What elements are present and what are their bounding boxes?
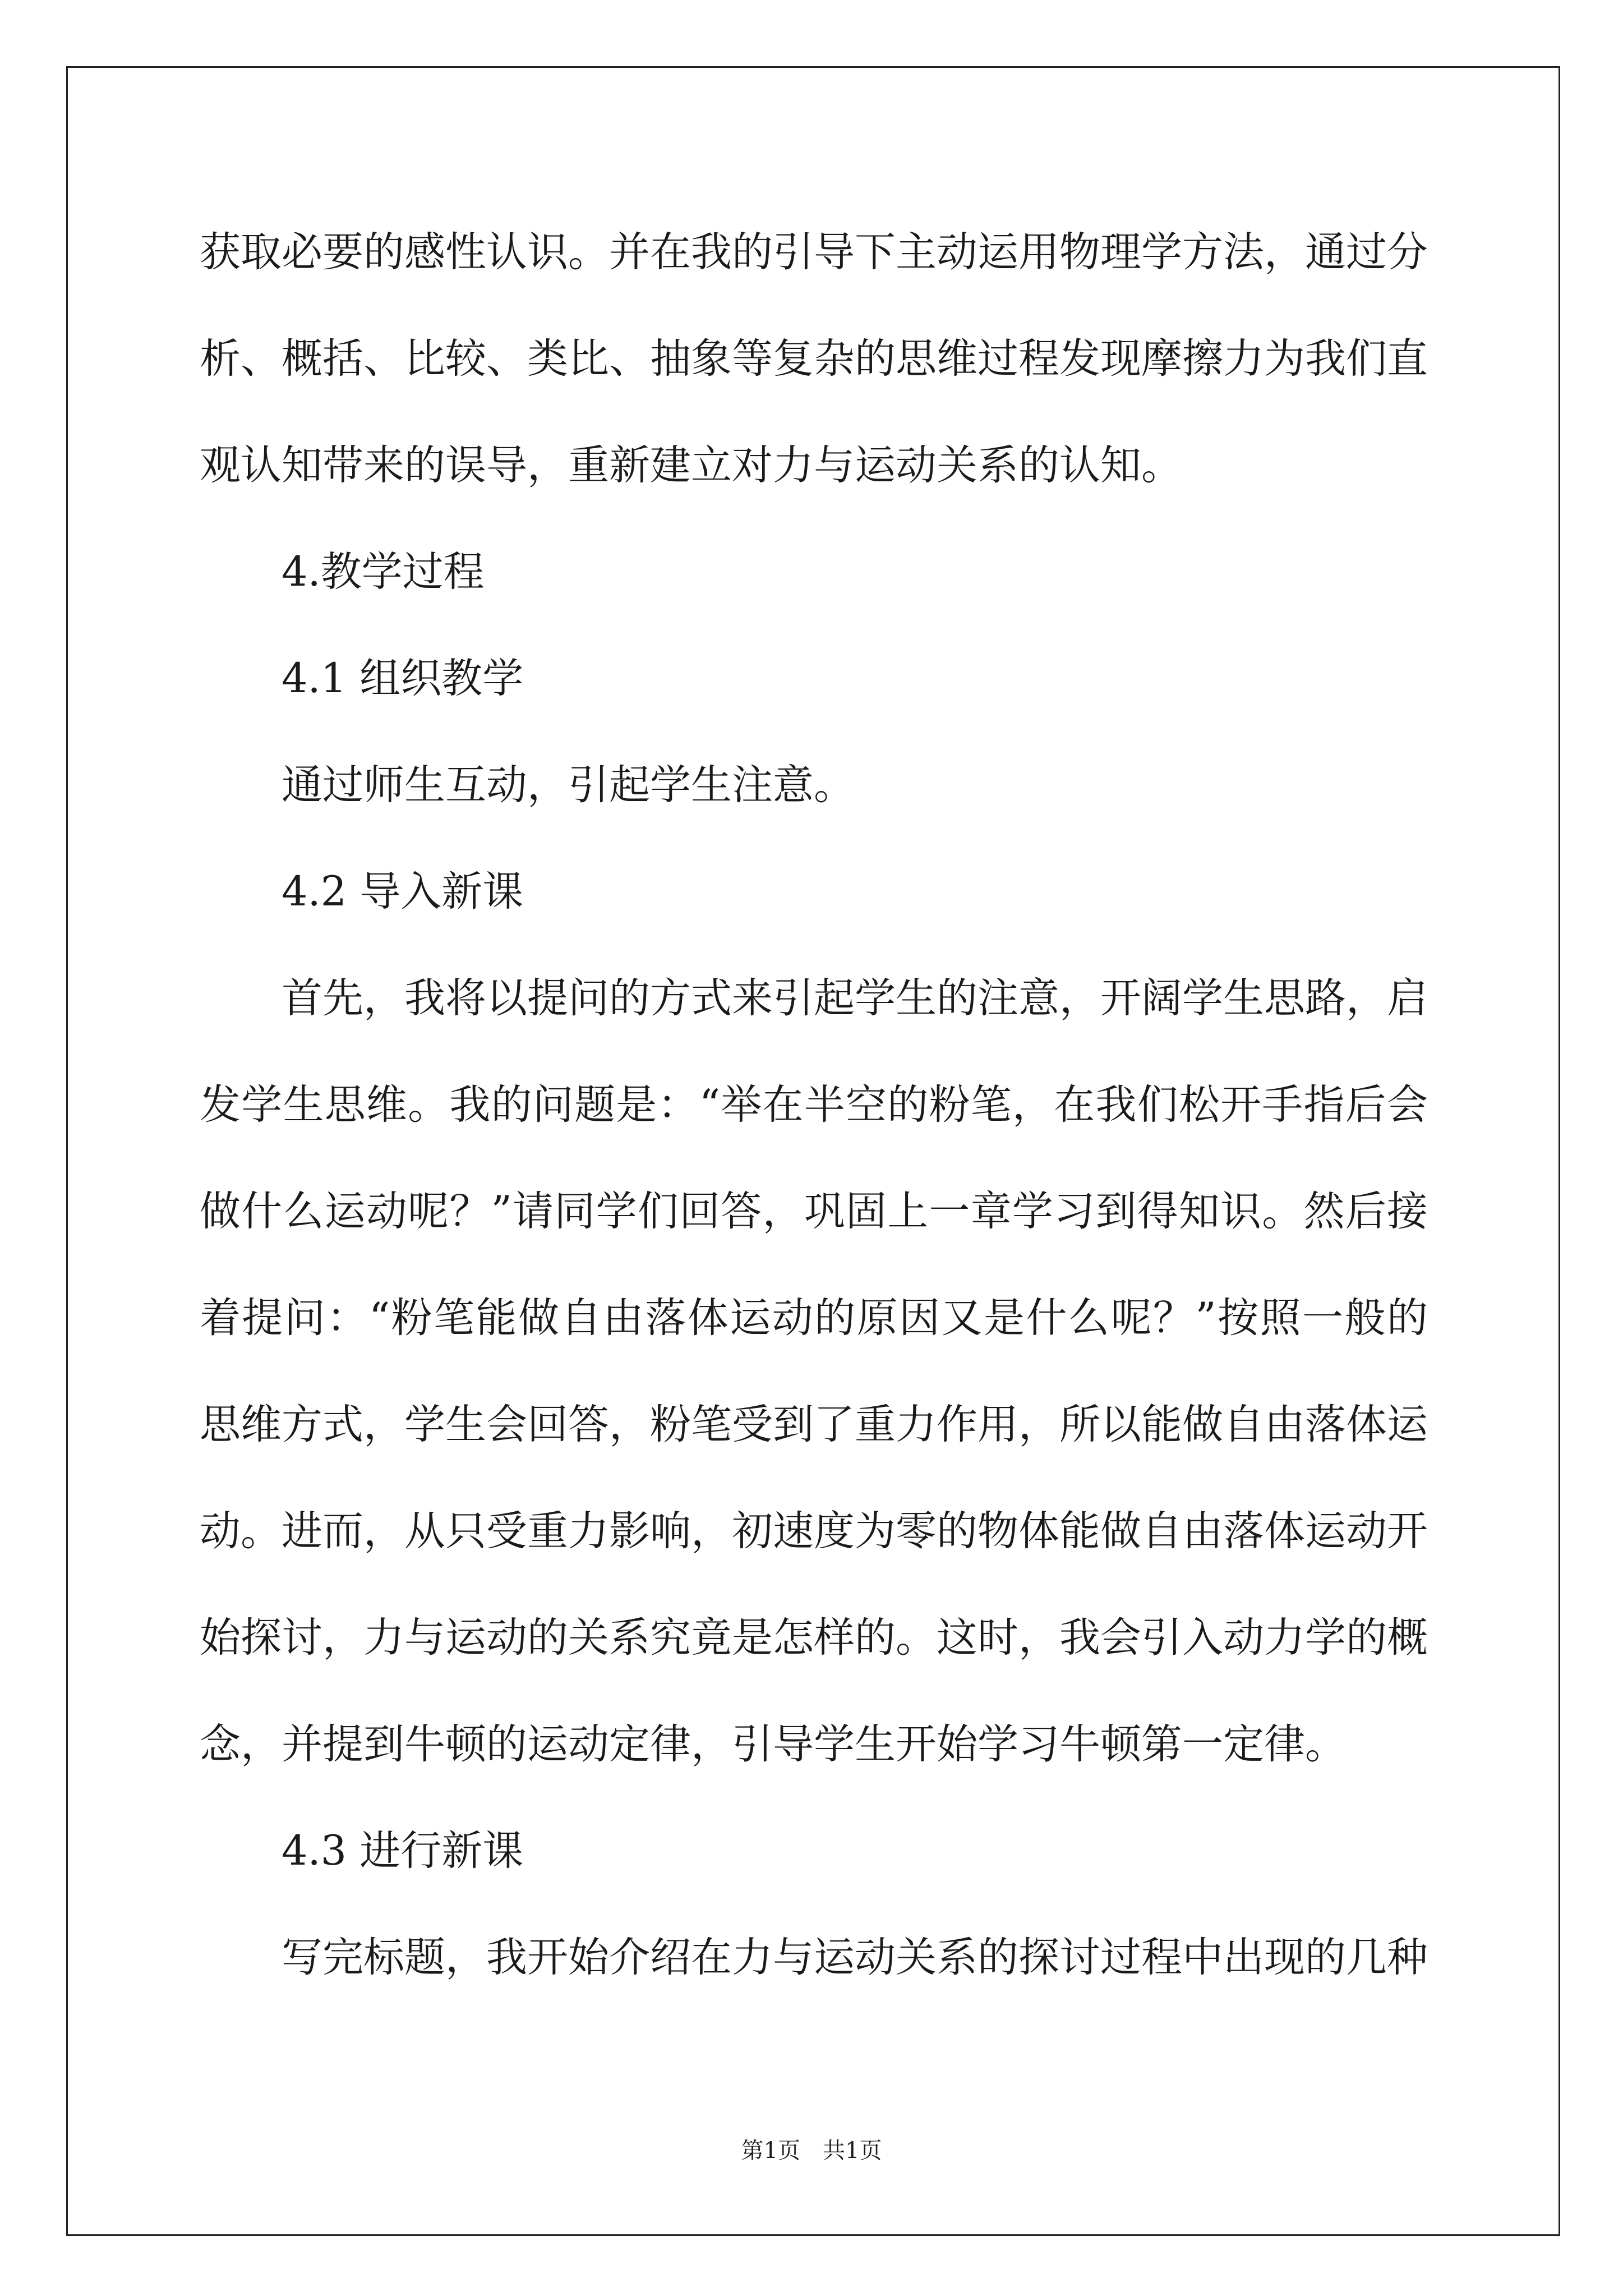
section-heading: 4.教学过程 (282, 548, 485, 596)
paragraph-line: 通过师生互动，引起学生注意。 (282, 761, 855, 809)
paragraph-line: 做什么运动呢？”请同学们回答，巩固上一章学习到得知识。然后接 (200, 1188, 1428, 1235)
paragraph-line: 念，并提到牛顿的运动定律，引导学生开始学习牛顿第一定律。 (200, 1720, 1346, 1768)
paragraph-line: 析、概括、比较、类比、抽象等复杂的思维过程发现摩擦力为我们直 (200, 335, 1428, 383)
subsection-heading: 4.2 导入新课 (282, 868, 524, 915)
paragraph-line: 思维方式，学生会回答，粉笔受到了重力作用，所以能做自由落体运 (200, 1401, 1428, 1448)
paragraph-line: 发学生思维。我的问题是：“举在半空的粉笔，在我们松开手指后会 (200, 1081, 1428, 1129)
paragraph-line: 首先，我将以提问的方式来引起学生的注意，开阔学生思路，启 (282, 974, 1428, 1022)
paragraph-line: 始探讨，力与运动的关系究竟是怎样的。这时，我会引入动力学的概 (200, 1614, 1428, 1662)
page-number-footer: 第1页 共1页 (741, 2138, 882, 2164)
paragraph-line: 观认知带来的误导，重新建立对力与运动关系的认知。 (200, 441, 1182, 489)
paragraph-line: 动。进而，从只受重力影响，初速度为零的物体能做自由落体运动开 (200, 1507, 1428, 1555)
paragraph-line: 写完标题，我开始介绍在力与运动关系的探讨过程中出现的几种 (282, 1934, 1428, 1981)
subsection-heading: 4.1 组织教学 (282, 655, 524, 702)
paragraph-line: 着提问：“粉笔能做自由落体运动的原因又是什么呢？”按照一般的 (200, 1294, 1428, 1342)
paragraph-line: 获取必要的感性认识。并在我的引导下主动运用物理学方法，通过分 (200, 228, 1428, 276)
subsection-heading: 4.3 进行新课 (282, 1827, 524, 1875)
document-body (200, 199, 1428, 2011)
